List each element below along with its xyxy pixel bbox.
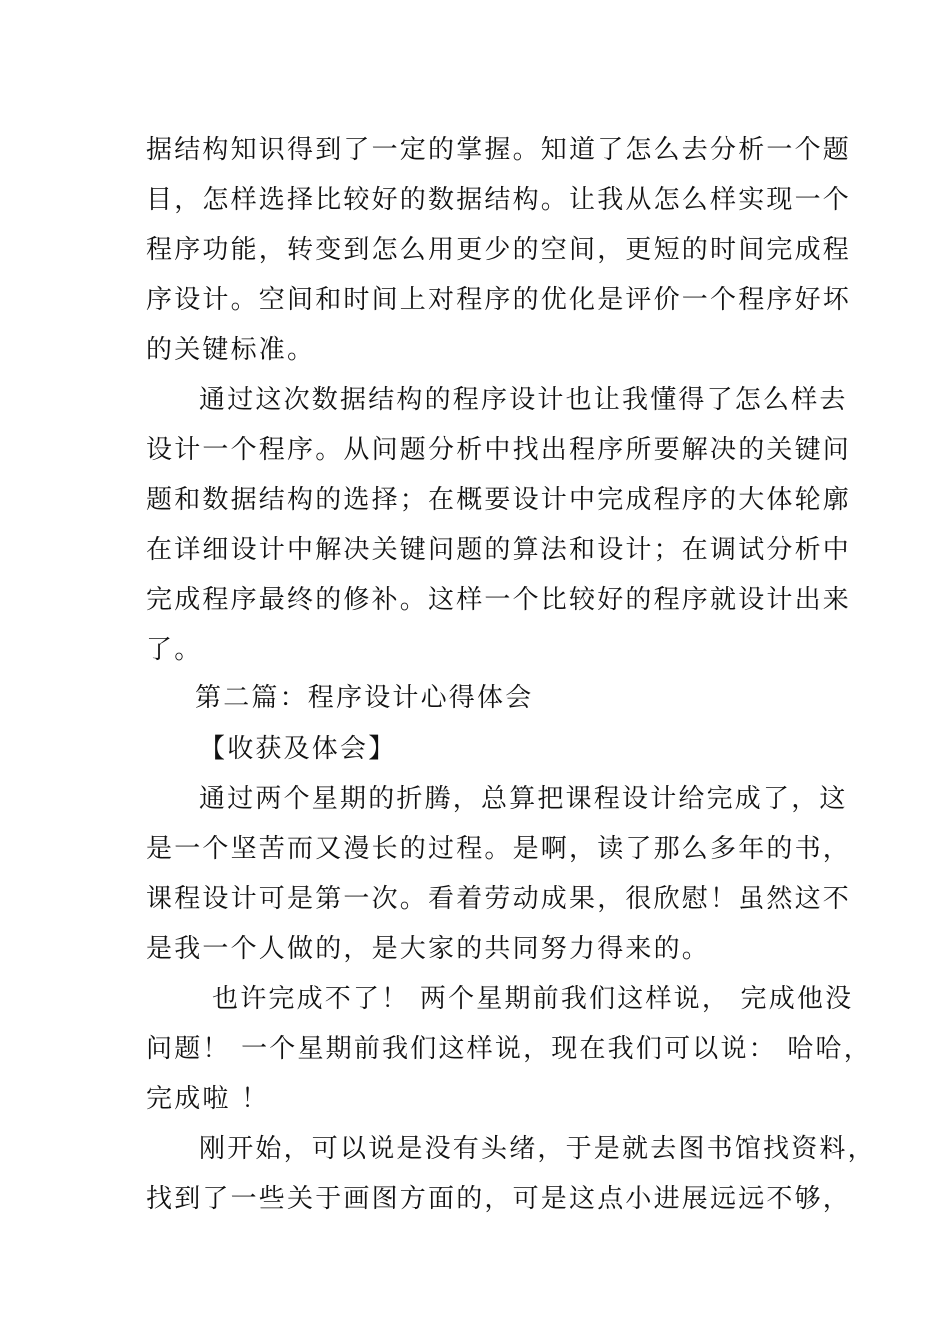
text-line: 完成程序最终的修补。这样一个比较好的程序就设计出来 [146, 585, 852, 615]
text-line: 题和数据结构的选择；在概要设计中完成程序的大体轮廓 [146, 485, 852, 515]
text-line: 目，怎样选择比较好的数据结构。让我从怎么样实现一个 [146, 185, 852, 215]
text-line: 程序功能，转变到怎么用更少的空间，更短的时间完成程 [146, 235, 852, 265]
text-line: 设计一个程序。从问题分析中找出程序所要解决的关键问 [146, 435, 852, 465]
text-line: 的关键标准。 [146, 335, 316, 365]
text-line: 问题！ 一个星期前我们这样说，现在我们可以说： 哈哈， [146, 1034, 872, 1064]
text-line: 序设计。空间和时间上对程序的优化是评价一个程序好坏 [146, 285, 852, 315]
text-line: 课程设计可是第一次。看着劳动成果，很欣慰！虽然这不 [146, 884, 852, 914]
text-line: 是我一个人做的，是大家的共同努力得来的。 [146, 934, 711, 964]
text-line: 找到了一些关于画图方面的，可是这点小进展远远不够， [146, 1184, 852, 1214]
paragraph-start-line: 刚开始，可以说是没有头绪，于是就去图书馆找资料， [199, 1134, 876, 1164]
paragraph-start-line: 通过这次数据结构的程序设计也让我懂得了怎么样去 [199, 385, 848, 415]
subheading: 【收获及体会】 [199, 734, 397, 764]
text-line: 了。 [146, 635, 203, 665]
text-line: 是一个坚苦而又漫长的过程。是啊，读了那么多年的书， [146, 834, 852, 864]
section-heading: 第二篇：程序设计心得体会 [195, 683, 534, 713]
paragraph-start-line: 通过两个星期的折腾，总算把课程设计给完成了，这 [199, 784, 848, 814]
text-line: 完成啦 ！ [146, 1084, 270, 1114]
text-line: 据结构知识得到了一定的掌握。知道了怎么去分析一个题 [146, 135, 852, 165]
paragraph-start-line: 也许完成不了！ 两个星期前我们这样说， 完成他没 [212, 984, 854, 1014]
text-line: 在详细设计中解决关键问题的算法和设计；在调试分析中 [146, 535, 852, 565]
